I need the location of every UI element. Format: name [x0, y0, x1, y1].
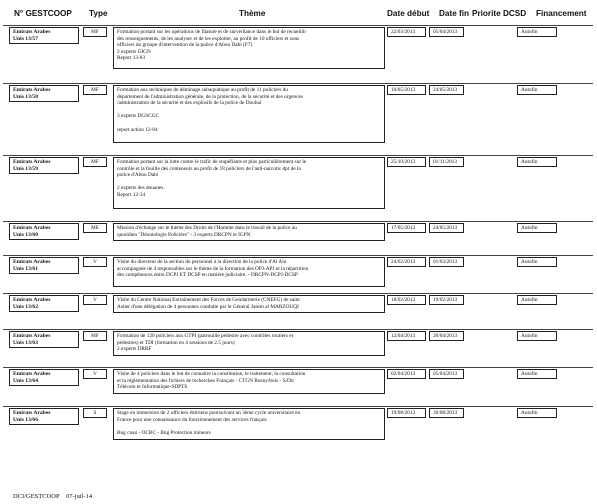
theme-line: Bng cnau - OCBC - Bng Protection mineurs [117, 429, 211, 436]
financement-cell: Autofin [517, 85, 557, 95]
type-cell: V [83, 369, 107, 379]
date-debut-cell: 18/02/2013 [387, 295, 426, 305]
gestcoop-number-line: Emirats Arabes [13, 225, 51, 231]
header-financement: Financement [536, 9, 587, 18]
financement-cell: Autofin [517, 257, 557, 267]
theme-line: des compétences entre DCPJ ET DCSP en matière judiciaire. - DRCPN-DCPJ-DCSP [117, 272, 298, 279]
gestcoop-number-line: Emirats Arabes [13, 333, 51, 339]
theme-line: Report 12-34 [117, 191, 146, 198]
page-footer [13, 493, 92, 500]
financement-cell: Autofin [517, 223, 557, 233]
gestcoop-number [9, 85, 79, 102]
theme-line: Visite du Centre National Entraînement des Forces de Gendarmerie (CNEFG) de saint [117, 297, 300, 303]
theme-line: des renseignements, de les analyser et de les exploiter, au profit de 10 officiers et sous [117, 35, 300, 42]
row-separator [3, 293, 593, 294]
row-separator [3, 83, 593, 84]
theme-cell [113, 157, 385, 209]
gestcoop-number [9, 331, 79, 348]
gestcoop-number-line: Unis 13/60 [13, 232, 39, 238]
theme-line: Formation de 120 policiers aux GTPI (patrouille pédestre avec contrôles routiers et [117, 333, 294, 339]
theme-line [117, 107, 381, 114]
theme-line: accompagnée de 4 responsables sur le thème de la formation des OPJ-APJ et la répartition [117, 265, 309, 272]
date-debut-cell: 22/03/2013 [387, 27, 426, 37]
date-debut-cell: 12/04/2013 [387, 331, 426, 341]
theme-line: 2 experts des douanes. [117, 185, 165, 192]
row-separator [3, 329, 593, 330]
date-fin-cell: 24/05/2013 [429, 223, 464, 233]
date-debut-cell: 24/02/2013 [387, 257, 426, 267]
gestcoop-number [9, 257, 79, 274]
gestcoop-number [9, 408, 79, 425]
gestcoop-number-line: Unis 13/64 [13, 378, 39, 384]
theme-line: officiers du groupe d'intervention de la police d'Abou Dabi (F7) [117, 42, 253, 49]
row-separator [3, 155, 593, 156]
financement-cell: Autofin [517, 295, 557, 305]
row-separator [3, 255, 593, 256]
theme-line: Astier d'une délégation de 4 personnes conduite par le Général Jasem al MARZOUQI [117, 303, 299, 310]
gestcoop-number-line: Emirats Arabes [13, 259, 51, 265]
theme-line: Formation portant sur les opérations de filature et de surveillance dans le but de recueillir [117, 29, 307, 35]
header-date-debut: Date début [387, 9, 430, 18]
theme-line: Stage en immersion de 2 officiers émiriens poursuivant un 3ème cycle universitaire en [117, 410, 301, 416]
gestcoop-number-line: Emirats Arabes [13, 159, 51, 165]
type-cell: MF [83, 27, 107, 37]
type-cell: V [83, 295, 107, 305]
type-cell: S [83, 408, 107, 418]
header-priorite: Priorite DCSD [472, 9, 527, 18]
financement-cell: Autofin [517, 157, 557, 167]
date-fin-cell: 01/11/2013 [429, 157, 464, 167]
financement-cell: Autofin [517, 331, 557, 341]
theme-line: Visite de 4 policiers dans le but de connaître la constitution, le traitement, la consultation [117, 371, 306, 377]
gestcoop-number-line: Emirats Arabes [13, 297, 51, 303]
theme-line: France pour une connaissance du fonctionnement des services français [117, 416, 267, 423]
theme-line: 2 experts GIGN [117, 48, 151, 55]
theme-cell [113, 331, 385, 356]
date-fin-cell: 01/03/2013 [429, 257, 464, 267]
gestcoop-number-line: Emirats Arabes [13, 87, 51, 93]
theme-cell [113, 257, 385, 287]
theme-line: report action 12-84 [117, 126, 158, 133]
date-fin-cell: 24/05/2013 [429, 85, 464, 95]
footer-date: 07-juil-14 [66, 493, 93, 500]
gestcoop-number [9, 369, 79, 386]
row-separator [3, 25, 593, 26]
date-fin-cell: 30/08/2013 [429, 408, 464, 418]
theme-line: Visite du directeur de la section du personnel à la direction de la police d'Al Ain [117, 259, 287, 265]
financement-cell: Autofin [517, 27, 557, 37]
theme-cell [113, 369, 385, 394]
gestcoop-number-line: Unis 13/58 [13, 94, 39, 100]
header-numero: N° GESTCOOP [14, 9, 72, 18]
theme-line: pédestres) et TDI (formation en 4 sessions de 2.5 jours) [117, 339, 235, 346]
gestcoop-number [9, 27, 79, 44]
theme-line: département de l'administration générale, de la protection, de la sécurité et des urgences [117, 93, 303, 100]
row-separator [3, 367, 593, 368]
theme-line: quotidien "Déontologie Policière" - 3 experts DRCPN et IGPN [117, 231, 251, 238]
theme-cell [113, 85, 385, 143]
gestcoop-number-line: Unis 13/63 [13, 340, 39, 346]
theme-line: 2 experts DRRF [117, 346, 152, 353]
theme-line: Mission d'échange sur le thème des Droits de l'Homme dans le travail de la police au [117, 225, 297, 231]
header-type: Type [89, 9, 108, 18]
theme-line: Report 13-03 [117, 55, 146, 62]
date-debut-cell: 10/05/2013 [387, 85, 426, 95]
row-separator [3, 221, 593, 222]
gestcoop-number-line: Unis 13/61 [13, 266, 39, 272]
date-fin-cell: 05/04/2013 [429, 369, 464, 379]
gestcoop-number-line: Emirats Arabes [13, 371, 51, 377]
financement-cell: Autofin [517, 369, 557, 379]
theme-line: Télécom et Informatique-SDPTS [117, 384, 188, 391]
financement-cell: Autofin [517, 408, 557, 418]
theme-line [117, 179, 381, 186]
date-fin-cell: 26/04/2013 [429, 331, 464, 341]
gestcoop-number-line: Unis 13/66 [13, 417, 39, 423]
date-debut-cell: 02/04/2013 [387, 369, 426, 379]
date-debut-cell: 25/10/2013 [387, 157, 426, 167]
gestcoop-number-line: Emirats Arabes [13, 29, 51, 35]
theme-line: 3 experts DGSCGC [117, 113, 160, 120]
theme-line: police d'Abou Dabi [117, 172, 159, 179]
header-date-fin: Date fin [439, 9, 470, 18]
theme-line: Formation portant sur la lutte contre le trafic de stupéfiants et plus particulièrement sur le [117, 159, 307, 165]
date-debut-cell: 19/08/2013 [387, 408, 426, 418]
header-theme: Thème [239, 9, 266, 18]
theme-line [117, 120, 381, 127]
gestcoop-number-line: Unis 13/59 [13, 166, 39, 172]
theme-line: contrôle et la fouille des conteneurs au profit de 18 policiers de l'anti-narcotic dpt de la [117, 165, 301, 172]
gestcoop-number-line: Emirats Arabes [13, 410, 51, 416]
theme-cell [113, 295, 385, 313]
gestcoop-number [9, 157, 79, 174]
type-cell: ME [83, 223, 107, 233]
theme-line: et la réglementation des fichiers de recherches Français - CTGN Rosny/bois - S/Dir [117, 377, 295, 384]
date-fin-cell: 19/02/2013 [429, 295, 464, 305]
gestcoop-number [9, 223, 79, 240]
theme-line [117, 423, 381, 430]
gestcoop-number [9, 295, 79, 312]
type-cell: V [83, 257, 107, 267]
theme-line: Formation aux techniques de déminage subaquatique au profit de 11 policiers du [117, 87, 288, 93]
theme-cell [113, 223, 385, 241]
type-cell: MF [83, 331, 107, 341]
theme-line: /administration de la sécurité et des explosifs de la police de Doubaï [117, 100, 262, 107]
date-debut-cell: 17/05/2013 [387, 223, 426, 233]
gestcoop-number-line: Unis 13/62 [13, 304, 39, 310]
row-separator [3, 406, 593, 407]
footer-org: DCI/GESTCOOP [13, 493, 60, 500]
date-fin-cell: 05/04/2013 [429, 27, 464, 37]
theme-cell [113, 27, 385, 69]
theme-cell [113, 408, 385, 440]
type-cell: MF [83, 157, 107, 167]
type-cell: MF [83, 85, 107, 95]
gestcoop-number-line: Unis 13/57 [13, 36, 39, 42]
